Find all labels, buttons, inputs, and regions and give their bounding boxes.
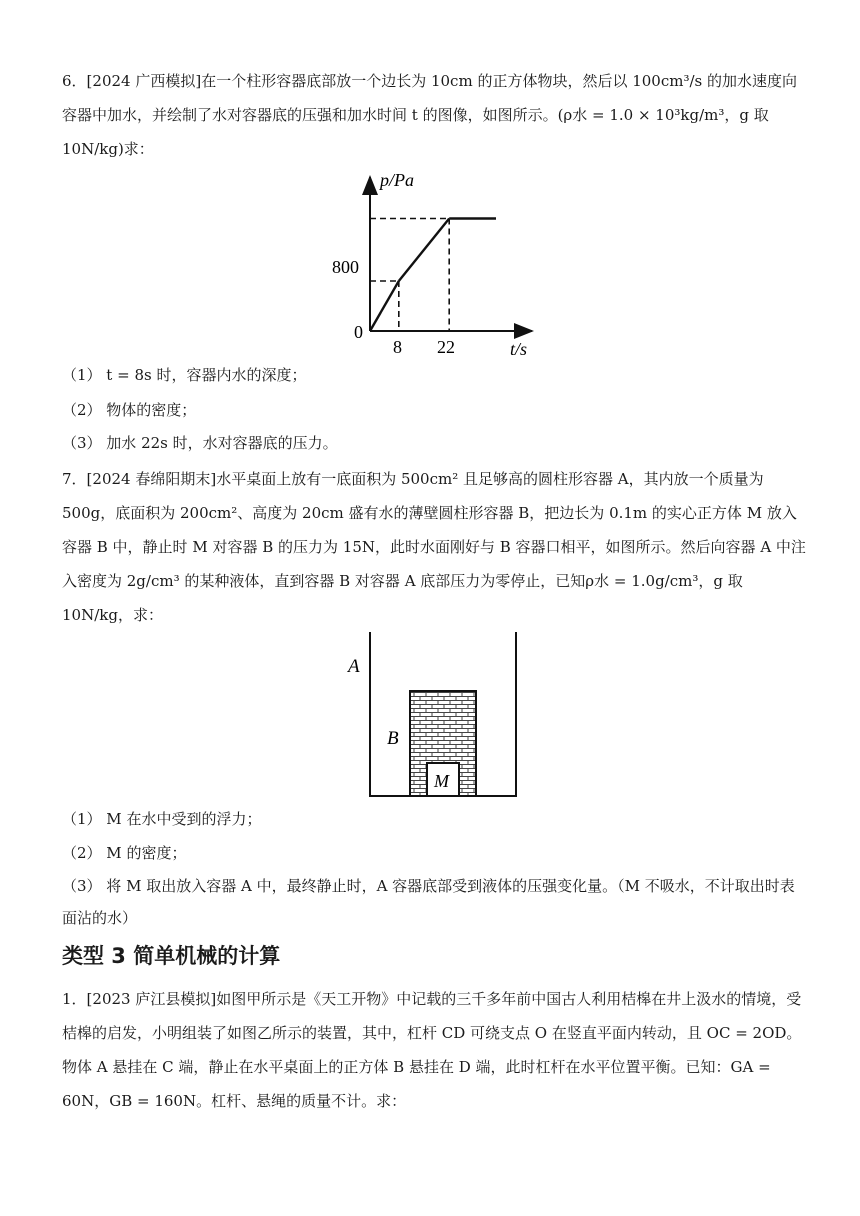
pressure-line-segment-1 [370,281,399,331]
label-b: B [387,728,399,749]
pressure-line-segment-2 [399,219,449,282]
q6-sub-2: （2） 物体的密度； [62,401,197,419]
q7-sub-3: （3） 将 M 取出放入容器 A 中，最终静止时，A 容器底部受到液体的压强变化量。（M 不吸水，不计取出时表面沾的水） [62,877,795,927]
label-a: A [348,656,360,677]
question-7-text: 7．[2024 春绵阳期末]水平桌面上放有一底面积为 500cm² 且足够高的圆柱形容器 A，其内放一个质量为 500g，底面积为 200cm²、高度为 20cm 盛有水的薄壁圆柱形容器 B，把边长为 0.1m 的实心正方体 M 放入容器 B 中，静止时 M 对容器 B 的压力为 15N，此时水面刚好与 B 容器口相平，如图所示。然后向容器 A 中注入密度为 2g/cm³ 的某种液体，直到容器 B 对容器 A 底部压力为零停止，已知ρ水 = 1.0g/cm³，g 取 10N/kg，求： [62,470,806,624]
label-m: M [434,771,449,791]
question-1-text: 1．[2023 庐江县模拟]如图甲所示是《天工开物》中记载的三千多年前中国古人利用桔槔在井上汲水的情境，受桔槔的启发，小明组装了如图乙所示的装置，其中，杠杆 CD 可绕支点 O 在竖直平面内转动，且 OC = 2OD。物体 A 悬挂在 C 端，静止在水平桌面上的正方体 B 悬挂在 D 端，此时杠杆在水平位置平衡。已知：GA = 60N，GB = 160N。杠杆、悬绳的质量不计。求： [62,990,802,1110]
x-axis-label: t/s [510,339,528,359]
x-tick-8: 8 [393,337,402,357]
x-tick-22: 22 [437,337,455,357]
origin-label: 0 [354,322,363,342]
section-heading: 类型 3 简单机械的计算 [62,944,281,968]
q7-sub-1: （1） M 在水中受到的浮力； [62,810,262,828]
y-tick-800: 800 [332,257,359,277]
question-6-text: 6．[2024 广西模拟]在一个柱形容器底部放一个边长为 10cm 的正方体物块，然后以 100cm³/s 的加水速度向容器中加水，并绘制了水对容器底的压强和加水时间 t 的图像，如图所示。(ρ水 = 1.0 × 10³kg/m³，g 取 10N/kg)求： [62,72,797,158]
q7-sub-2: （2） M 的密度； [62,844,187,862]
y-axis-label: p/Pa [380,170,414,190]
container-figure [340,628,525,803]
pressure-time-graph [320,165,550,360]
q6-sub-3: （3） 加水 22s 时，水对容器底的压力。 [62,434,338,452]
q6-sub-1: （1） t = 8s 时，容器内水的深度； [62,366,307,384]
